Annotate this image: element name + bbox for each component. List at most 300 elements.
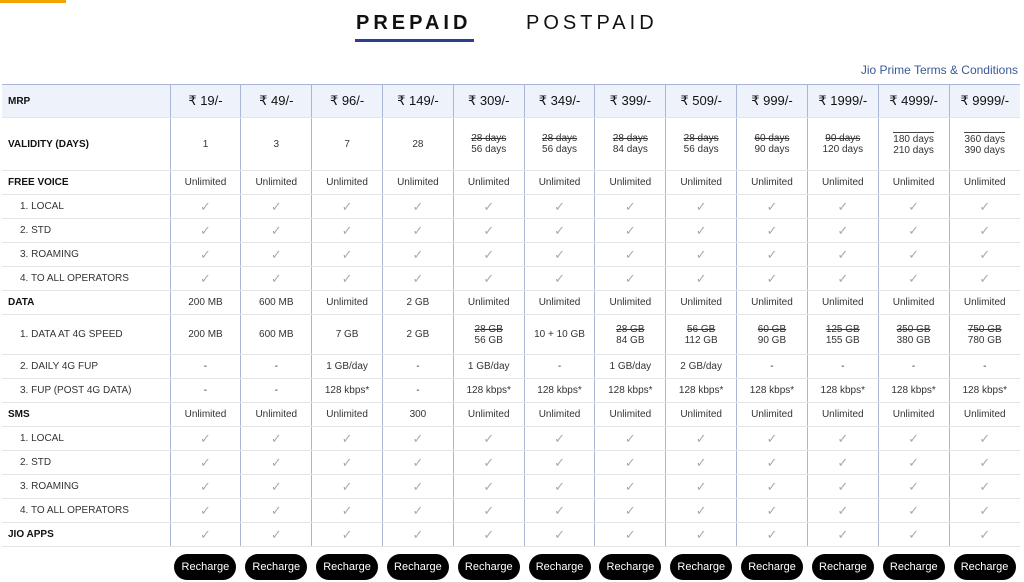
check-icon: ✓	[270, 478, 282, 494]
plan-cell: Unlimited	[807, 171, 878, 195]
plan-cell: -	[170, 355, 241, 379]
plan-cell: Unlimited	[878, 291, 949, 315]
plan-cell: Unlimited	[737, 171, 808, 195]
check-icon: ✓	[766, 246, 778, 262]
row-label: FREE VOICE	[2, 171, 170, 195]
data-4g-value: 155 GB	[825, 334, 860, 346]
plan-cell: -	[241, 379, 312, 403]
plan-cell	[241, 315, 312, 355]
check-icon: ✓	[554, 270, 565, 286]
plan-cell: Unlimited	[666, 403, 737, 427]
row-label: 1. LOCAL	[2, 195, 170, 219]
old-data-4g: 750 GB	[967, 323, 1002, 335]
check-icon: ✓	[200, 270, 211, 286]
check-icon: ✓	[412, 222, 424, 238]
plan-cell	[241, 475, 312, 499]
plan-cell	[524, 118, 595, 171]
plan-cell	[737, 195, 808, 219]
old-validity: 28 days	[542, 133, 578, 144]
plan-cell: Unlimited	[453, 291, 524, 315]
old-validity: 90 days	[825, 133, 861, 144]
row-data4g	[2, 315, 1020, 355]
plan-cell	[595, 219, 666, 243]
row-label: 2. STD	[2, 219, 170, 243]
plan-cell	[524, 267, 595, 291]
plan-cell	[949, 427, 1020, 451]
check-icon: ✓	[908, 430, 920, 446]
check-icon: ✓	[979, 246, 991, 262]
plan-cell	[878, 451, 949, 475]
check-icon: ✓	[270, 502, 282, 518]
recharge-button[interactable]: Recharge	[387, 554, 449, 580]
data-4g-value: 112 GB	[684, 334, 718, 346]
plan-cell	[453, 243, 524, 267]
old-validity: 60 days	[754, 133, 790, 144]
plan-cell	[453, 219, 524, 243]
check-icon: ✓	[412, 454, 424, 470]
plan-cell	[241, 219, 312, 243]
plan-cell: -	[878, 355, 949, 379]
tab-prepaid[interactable]: PREPAID	[356, 12, 472, 34]
plan-cell	[383, 427, 454, 451]
plan-cell	[383, 267, 454, 291]
recharge-buttons-row	[0, 554, 1024, 580]
plan-cell: Unlimited	[949, 291, 1020, 315]
plan-cell: Unlimited	[312, 403, 383, 427]
check-icon: ✓	[483, 198, 495, 214]
plan-cell: 600 MB	[241, 291, 312, 315]
row-label: VALIDITY (DAYS)	[2, 118, 170, 171]
check-icon: ✓	[200, 502, 211, 518]
plan-cell: Unlimited	[737, 291, 808, 315]
plan-cell	[878, 243, 949, 267]
plan-cell: Unlimited	[878, 171, 949, 195]
plan-cell	[170, 475, 241, 499]
data-4g-value: 7 GB	[335, 329, 359, 340]
plan-cell	[878, 427, 949, 451]
plan-cell: 1 GB/day	[312, 355, 383, 379]
check-icon: ✓	[341, 270, 353, 286]
check-icon: ✓	[979, 502, 991, 518]
row-all-ops	[2, 267, 1020, 291]
check-icon: ✓	[624, 198, 636, 214]
plan-cell	[737, 315, 808, 355]
old-data-4g: 350 GB	[896, 323, 931, 335]
plan-cell	[807, 315, 878, 355]
validity-value: 210 days	[893, 145, 934, 156]
validity-value: 1	[202, 138, 209, 150]
data-4g-value: 200 MB	[188, 329, 223, 340]
plan-cell: 128 kbps*	[524, 379, 595, 403]
plan-cell: Unlimited	[737, 403, 808, 427]
plan-cell	[170, 118, 241, 171]
plan-cell	[737, 523, 808, 547]
check-icon: ✓	[908, 526, 920, 542]
check-icon: ✓	[695, 222, 707, 238]
plan-cell: ₹ 1999/-	[807, 85, 878, 118]
plan-cell: ₹ 509/-	[666, 85, 737, 118]
plan-cell: 2 GB/day	[666, 355, 737, 379]
check-icon: ✓	[554, 430, 565, 446]
plan-cell	[666, 427, 737, 451]
data-4g-value: 380 GB	[896, 334, 931, 346]
check-icon: ✓	[766, 454, 778, 470]
plan-cell	[807, 243, 878, 267]
check-icon: ✓	[766, 478, 778, 494]
plan-cell	[453, 451, 524, 475]
check-icon: ✓	[908, 478, 920, 494]
plan-cell	[595, 475, 666, 499]
plan-cell	[312, 427, 383, 451]
data-4g-value: 84 GB	[616, 334, 645, 346]
check-icon: ✓	[341, 430, 353, 446]
recharge-button[interactable]: Recharge	[316, 554, 378, 580]
plan-cell	[241, 499, 312, 523]
check-icon: ✓	[200, 198, 211, 214]
recharge-button[interactable]: Recharge	[174, 554, 236, 580]
plan-cell	[524, 427, 595, 451]
plan-cell	[595, 118, 666, 171]
plan-cell	[949, 315, 1020, 355]
plan-cell	[666, 219, 737, 243]
plan-cell	[595, 499, 666, 523]
plan-cell: Unlimited	[524, 171, 595, 195]
recharge-button[interactable]: Recharge	[954, 554, 1016, 580]
check-icon: ✓	[979, 198, 991, 214]
plan-cell: Unlimited	[666, 291, 737, 315]
check-icon: ✓	[200, 430, 211, 446]
plan-cell	[807, 118, 878, 171]
check-icon: ✓	[341, 454, 353, 470]
row-local	[2, 195, 1020, 219]
plan-cell: 2 GB	[383, 291, 454, 315]
check-icon: ✓	[908, 502, 920, 518]
check-icon: ✓	[341, 222, 353, 238]
plan-cell	[524, 451, 595, 475]
old-data-4g: 28 GB	[616, 323, 645, 335]
data-4g-value: 90 GB	[757, 334, 787, 346]
check-icon: ✓	[766, 430, 778, 446]
plan-cell	[737, 475, 808, 499]
check-icon: ✓	[695, 198, 707, 214]
plan-cell: 128 kbps*	[737, 379, 808, 403]
check-icon: ✓	[554, 502, 565, 518]
plan-cell: 1 GB/day	[595, 355, 666, 379]
recharge-button[interactable]: Recharge	[812, 554, 874, 580]
check-icon: ✓	[979, 430, 991, 446]
terms-conditions-link[interactable]: Jio Prime Terms & Conditions	[860, 63, 1018, 77]
validity-value: 56 days	[542, 144, 578, 155]
plan-cell	[878, 267, 949, 291]
check-icon: ✓	[270, 222, 282, 238]
plan-cell	[170, 427, 241, 451]
old-data-4g: 60 GB	[757, 323, 787, 335]
validity-value: 390 days	[964, 145, 1006, 156]
plan-cell	[595, 315, 666, 355]
plan-cell	[453, 499, 524, 523]
check-icon: ✓	[624, 478, 636, 494]
check-icon: ✓	[695, 454, 707, 470]
plan-cell: Unlimited	[383, 171, 454, 195]
plan-cell	[383, 475, 454, 499]
check-icon: ✓	[766, 526, 778, 542]
plan-cell: 128 kbps*	[807, 379, 878, 403]
plan-cell: ₹ 149/-	[383, 85, 454, 118]
plan-cell	[666, 195, 737, 219]
plan-cell	[383, 118, 454, 171]
plan-cell	[949, 475, 1020, 499]
plan-cell	[949, 451, 1020, 475]
plan-cell: ₹ 349/-	[524, 85, 595, 118]
check-icon: ✓	[624, 246, 636, 262]
plan-cell	[383, 451, 454, 475]
plan-cell: ₹ 999/-	[737, 85, 808, 118]
plan-cell	[170, 219, 241, 243]
plan-cell	[241, 523, 312, 547]
plan-cell	[949, 523, 1020, 547]
check-icon: ✓	[837, 198, 849, 214]
plan-cell	[949, 499, 1020, 523]
recharge-button[interactable]: Recharge	[599, 554, 661, 580]
plan-cell	[595, 523, 666, 547]
check-icon: ✓	[483, 454, 495, 470]
plan-cell	[878, 195, 949, 219]
plan-cell: Unlimited	[524, 291, 595, 315]
check-icon: ✓	[341, 478, 353, 494]
plan-cell	[170, 451, 241, 475]
plan-cell	[878, 475, 949, 499]
plan-cell	[595, 451, 666, 475]
data-4g-value: 56 GB	[474, 334, 503, 346]
row-label: 1. LOCAL	[2, 427, 170, 451]
plan-cell: -	[170, 379, 241, 403]
check-icon: ✓	[412, 246, 424, 262]
plan-cell	[383, 219, 454, 243]
plan-cell	[524, 315, 595, 355]
plan-cell: 128 kbps*	[453, 379, 524, 403]
check-icon: ✓	[483, 246, 495, 262]
validity-value: 7	[344, 138, 350, 150]
check-icon: ✓	[554, 454, 565, 470]
old-data-4g: 56 GB	[686, 323, 716, 335]
row-sms-all-ops	[2, 499, 1020, 523]
plan-cell	[807, 267, 878, 291]
row-roaming	[2, 243, 1020, 267]
check-icon: ✓	[624, 222, 636, 238]
plan-cell	[241, 118, 312, 171]
tab-postpaid[interactable]: POSTPAID	[526, 12, 658, 34]
check-icon: ✓	[341, 246, 353, 262]
plan-cell	[453, 475, 524, 499]
check-icon: ✓	[766, 198, 778, 214]
plan-cell	[453, 118, 524, 171]
plan-cell: -	[241, 355, 312, 379]
plan-cell	[453, 267, 524, 291]
plan-cell	[807, 475, 878, 499]
row-label: SMS	[2, 403, 170, 427]
plan-cell: -	[383, 379, 454, 403]
plan-cell: 300	[383, 403, 454, 427]
plans-table	[2, 84, 1020, 547]
plan-cell: 128 kbps*	[949, 379, 1020, 403]
plan-cell: 128 kbps*	[878, 379, 949, 403]
plan-cell	[737, 499, 808, 523]
check-icon: ✓	[483, 502, 495, 518]
plan-cell: Unlimited	[878, 403, 949, 427]
plan-cell	[312, 243, 383, 267]
check-icon: ✓	[270, 270, 282, 286]
plan-type-tabs	[0, 12, 1024, 44]
check-icon: ✓	[200, 222, 211, 238]
top-accent-bar	[0, 0, 66, 3]
plan-cell	[666, 475, 737, 499]
recharge-button[interactable]: Recharge	[529, 554, 591, 580]
plan-cell	[241, 267, 312, 291]
recharge-button[interactable]: Recharge	[883, 554, 945, 580]
plan-cell	[524, 219, 595, 243]
plan-cell	[949, 219, 1020, 243]
check-icon: ✓	[837, 270, 849, 286]
check-icon: ✓	[554, 478, 565, 494]
check-icon: ✓	[837, 478, 849, 494]
plan-cell	[949, 243, 1020, 267]
old-data-4g: 125 GB	[825, 323, 860, 335]
plan-cell	[453, 427, 524, 451]
plan-cell: ₹ 19/-	[170, 85, 241, 118]
plan-cell	[666, 523, 737, 547]
check-icon: ✓	[837, 430, 849, 446]
row-label: 4. TO ALL OPERATORS	[2, 267, 170, 291]
plan-cell	[241, 195, 312, 219]
check-icon: ✓	[341, 502, 353, 518]
plan-cell: 128 kbps*	[666, 379, 737, 403]
check-icon: ✓	[695, 478, 707, 494]
row-label: 3. ROAMING	[2, 243, 170, 267]
plan-cell	[737, 427, 808, 451]
recharge-button[interactable]: Recharge	[245, 554, 307, 580]
old-validity: 180 days	[893, 134, 934, 145]
plan-cell	[312, 523, 383, 547]
check-icon: ✓	[341, 526, 353, 542]
plan-cell	[666, 267, 737, 291]
row-std	[2, 219, 1020, 243]
plan-cell	[878, 118, 949, 171]
check-icon: ✓	[766, 502, 778, 518]
plan-cell	[241, 427, 312, 451]
plan-cell	[737, 267, 808, 291]
recharge-button[interactable]: Recharge	[670, 554, 732, 580]
check-icon: ✓	[412, 502, 424, 518]
validity-value: 84 days	[612, 144, 648, 155]
plan-cell: ₹ 4999/-	[878, 85, 949, 118]
check-icon: ✓	[908, 270, 920, 286]
check-icon: ✓	[837, 454, 849, 470]
check-icon: ✓	[412, 270, 424, 286]
plan-cell	[383, 243, 454, 267]
plan-cell: 1 GB/day	[453, 355, 524, 379]
plan-cell: Unlimited	[595, 403, 666, 427]
plan-cell: Unlimited	[453, 171, 524, 195]
check-icon: ✓	[908, 454, 920, 470]
plan-cell: 200 MB	[170, 291, 241, 315]
plan-cell: -	[949, 355, 1020, 379]
check-icon: ✓	[624, 430, 636, 446]
check-icon: ✓	[979, 478, 991, 494]
plan-cell	[595, 267, 666, 291]
row-free-voice	[2, 171, 1020, 195]
plan-cell	[595, 427, 666, 451]
plan-cell	[383, 499, 454, 523]
active-tab-underline	[355, 39, 474, 42]
plan-cell: -	[737, 355, 808, 379]
plan-cell	[453, 315, 524, 355]
check-icon: ✓	[270, 526, 282, 542]
recharge-button[interactable]: Recharge	[458, 554, 520, 580]
plan-cell: Unlimited	[524, 403, 595, 427]
plan-cell: Unlimited	[312, 171, 383, 195]
plan-cell	[807, 523, 878, 547]
plan-cell	[595, 243, 666, 267]
plan-cell	[383, 523, 454, 547]
validity-value: 28	[412, 138, 424, 150]
plan-cell: -	[524, 355, 595, 379]
check-icon: ✓	[270, 454, 282, 470]
plan-cell: ₹ 9999/-	[949, 85, 1020, 118]
check-icon: ✓	[837, 526, 849, 542]
row-sms-std	[2, 451, 1020, 475]
plan-cell: Unlimited	[666, 171, 737, 195]
plan-cell	[312, 451, 383, 475]
check-icon: ✓	[837, 246, 849, 262]
plan-cell	[666, 243, 737, 267]
plan-cell: Unlimited	[241, 171, 312, 195]
check-icon: ✓	[483, 430, 495, 446]
plan-cell	[878, 315, 949, 355]
plan-cell	[595, 195, 666, 219]
row-label: 2. DAILY 4G FUP	[2, 355, 170, 379]
check-icon: ✓	[624, 502, 636, 518]
check-icon: ✓	[200, 478, 211, 494]
plan-cell: Unlimited	[949, 403, 1020, 427]
plan-cell: ₹ 96/-	[312, 85, 383, 118]
row-daily-fup	[2, 355, 1020, 379]
check-icon: ✓	[695, 270, 707, 286]
old-validity: 28 days	[612, 133, 648, 144]
plan-cell	[524, 195, 595, 219]
check-icon: ✓	[483, 270, 495, 286]
check-icon: ✓	[624, 270, 636, 286]
plan-cell: Unlimited	[312, 291, 383, 315]
check-icon: ✓	[624, 526, 636, 542]
plan-cell	[878, 219, 949, 243]
check-icon: ✓	[412, 526, 424, 542]
check-icon: ✓	[695, 430, 707, 446]
row-label: 1. DATA AT 4G SPEED	[2, 315, 170, 355]
plan-cell	[453, 195, 524, 219]
plan-cell	[807, 499, 878, 523]
plan-cell: Unlimited	[453, 403, 524, 427]
check-icon: ✓	[979, 222, 991, 238]
plan-cell	[524, 523, 595, 547]
recharge-button[interactable]: Recharge	[741, 554, 803, 580]
plan-cell: Unlimited	[170, 403, 241, 427]
check-icon: ✓	[412, 478, 424, 494]
check-icon: ✓	[341, 198, 353, 214]
row-data	[2, 291, 1020, 315]
plan-cell	[170, 267, 241, 291]
plan-cell	[807, 195, 878, 219]
plan-cell	[666, 315, 737, 355]
